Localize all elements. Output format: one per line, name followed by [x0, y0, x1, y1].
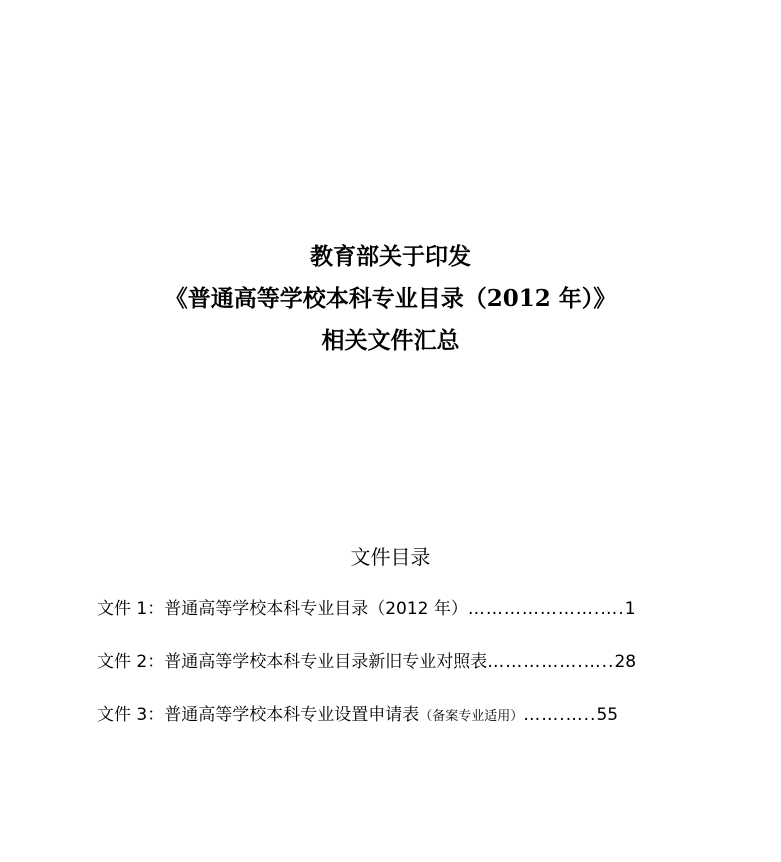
title-line-2: 《普通高等学校本科专业目录（2012 年）》: [164, 285, 617, 312]
toc-heading: 文件目录: [350, 545, 431, 569]
toc-leader-dots: …….…..: [523, 705, 597, 725]
toc-entry-1: [97, 594, 697, 647]
toc-entry-note: （备案专业适用）: [419, 709, 524, 724]
toc-entry-2: [97, 647, 697, 700]
toc-entry-title: 普通高等学校本科专业目录（2012 年）: [164, 599, 468, 619]
toc-entry-label: 文件 1：: [97, 599, 165, 619]
toc-page-number: 28: [614, 652, 637, 672]
toc-entry-label: 文件 3：: [97, 705, 165, 725]
toc-entry-label: 文件 2：: [97, 652, 165, 672]
toc-entry-title: 普通高等学校本科专业目录新旧专业对照表: [164, 652, 488, 672]
toc-leader-dots: …………….…..: [487, 652, 615, 672]
toc-entry-3: [97, 700, 697, 753]
toc-page-number: 55: [596, 705, 619, 725]
toc-leader-dots: ………………….….: [467, 599, 625, 619]
toc-page-number: 1: [624, 599, 636, 619]
title-line-3: 相关文件汇总: [321, 327, 460, 354]
title-line-1: 教育部关于印发: [310, 243, 471, 270]
document-title: [0, 236, 781, 362]
toc-entry-title: 普通高等学校本科专业设置申请表: [164, 705, 420, 725]
table-of-contents: [97, 594, 697, 753]
